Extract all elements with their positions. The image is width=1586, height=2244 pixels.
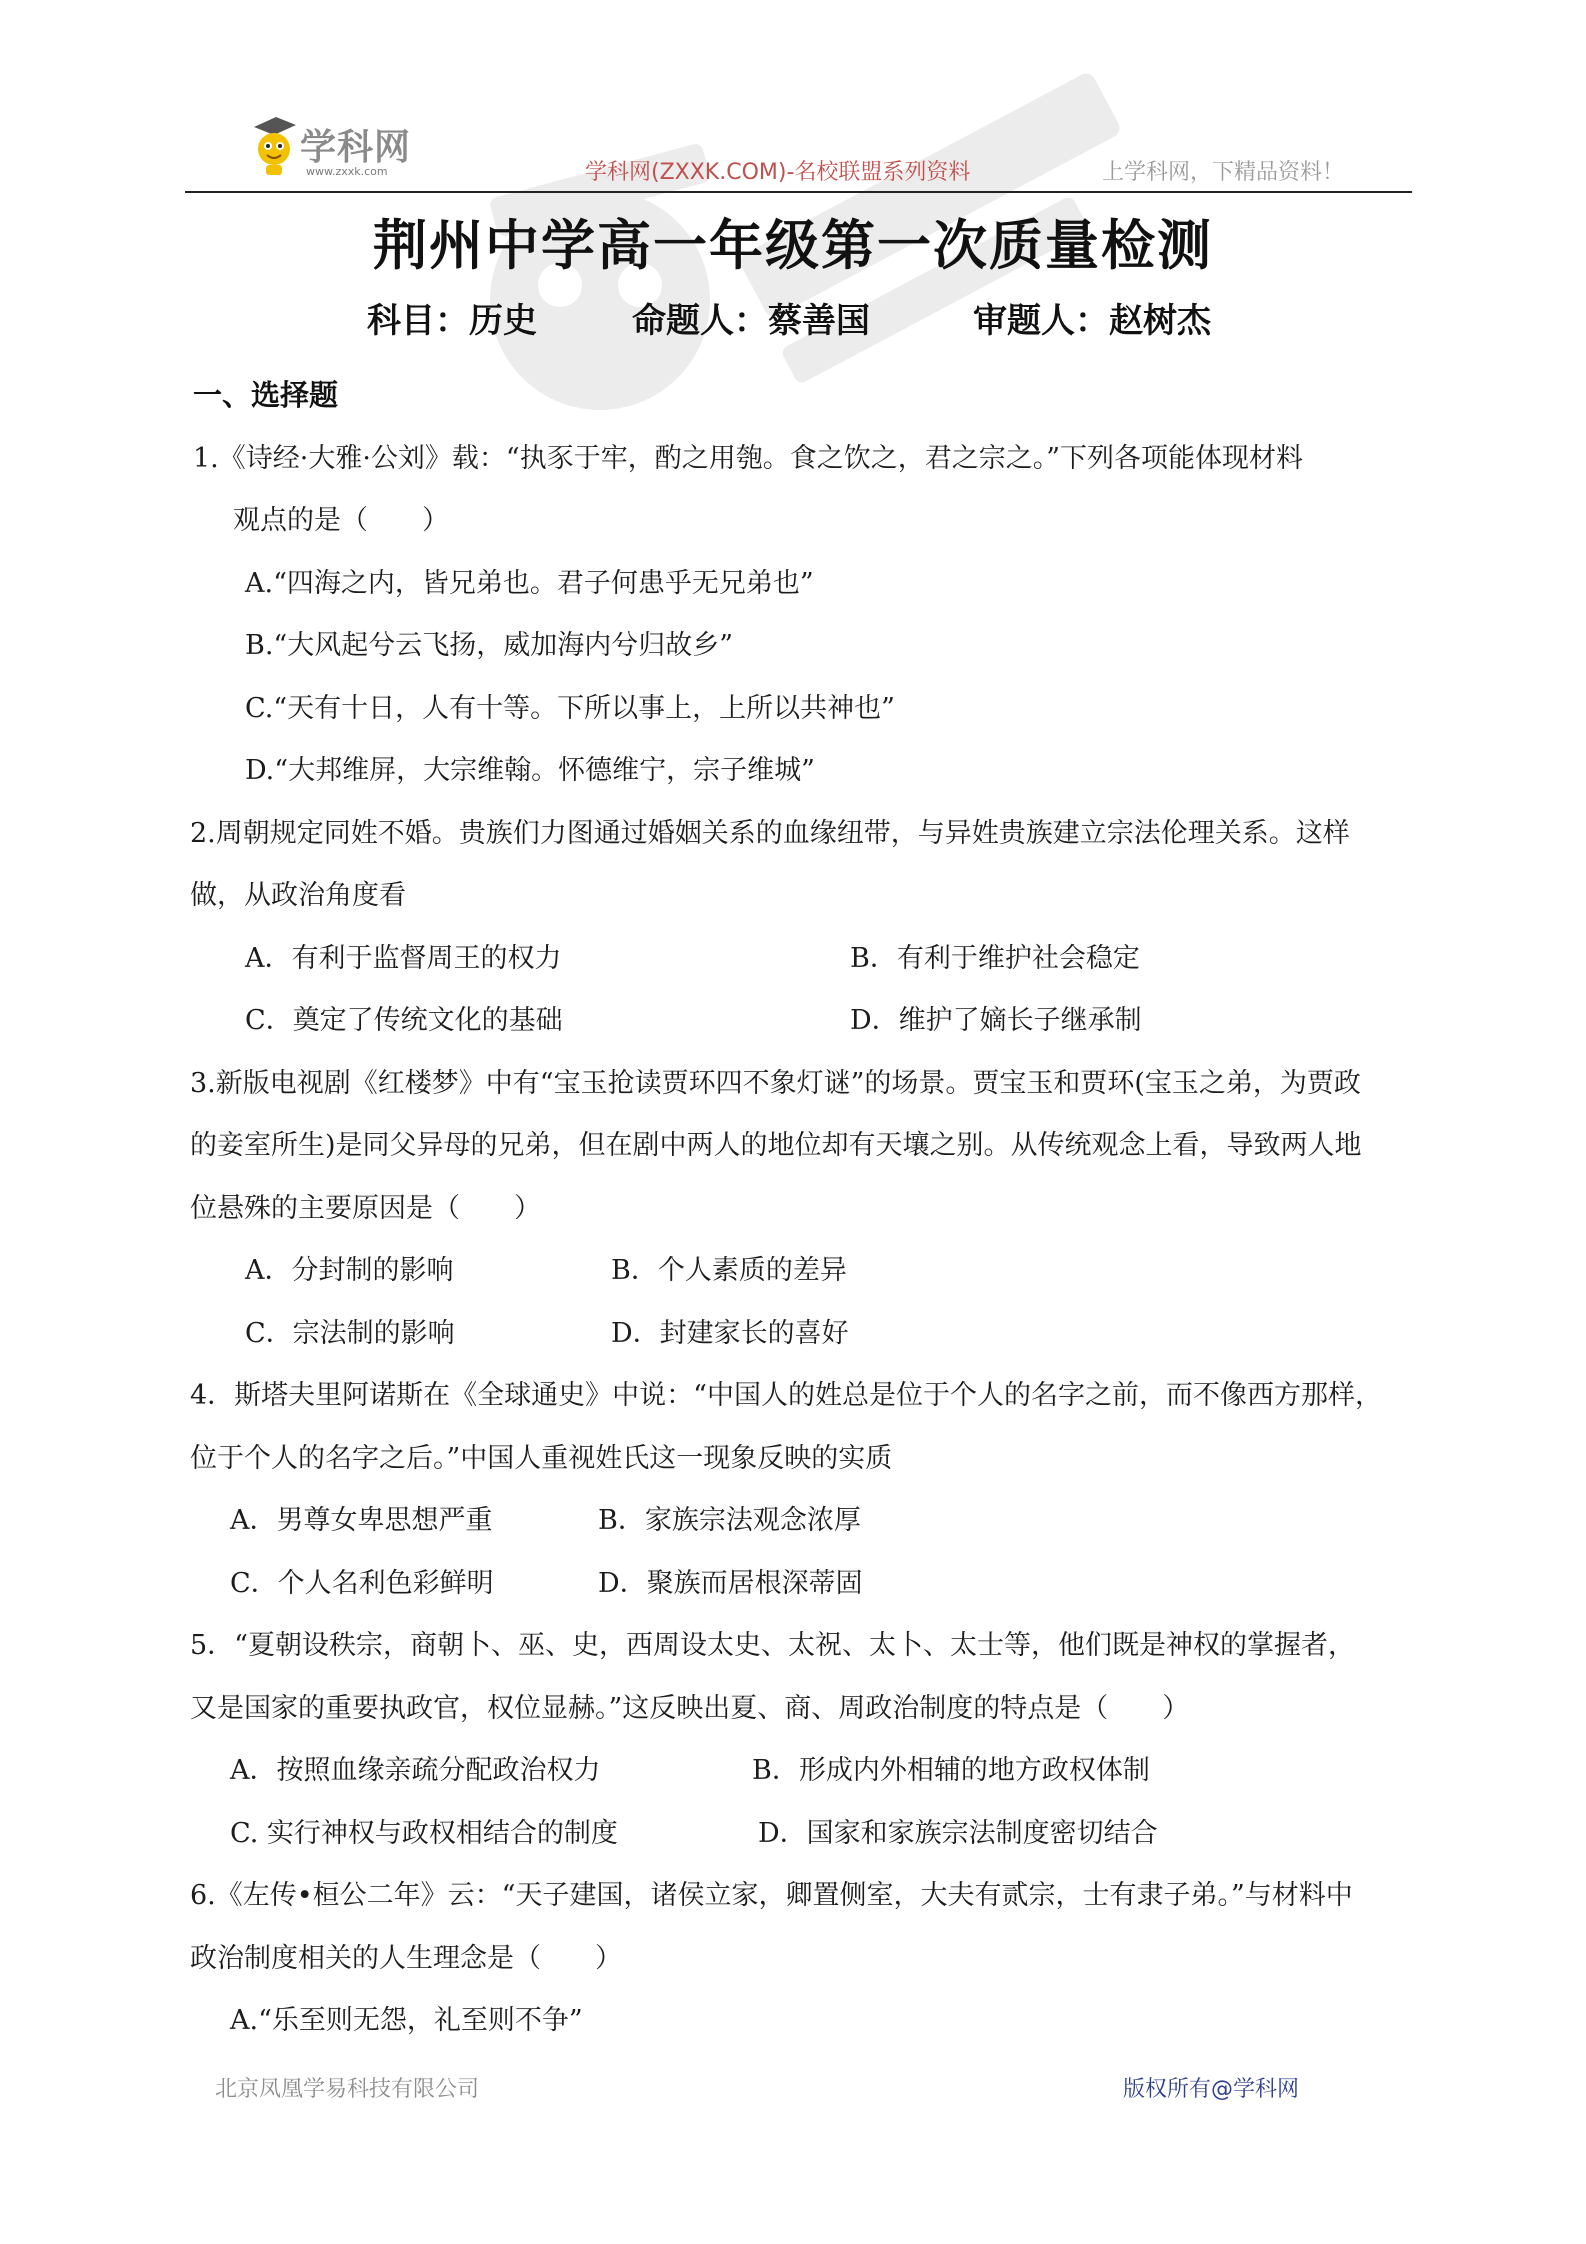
question-5-option-a: A．按照血缘亲疏分配政治权力 (230, 1755, 601, 1786)
question-5-stem-line-1: 5．“夏朝设秩宗，商朝卜、巫、史，西周设太史、太祝、太卜、太士等，他们既是神权的掌握者， (190, 1630, 1355, 1661)
question-1-option-a: A.“四海之内，皆兄弟也。君子何患乎无兄弟也” (245, 568, 814, 599)
question-6-stem-line-2: 政治制度相关的人生理念是（ ） (190, 1943, 622, 1974)
question-2-option-a: A．有利于监督周王的权力 (245, 943, 562, 974)
mascot-icon (250, 115, 298, 177)
question-3-option-c: C．宗法制的影响 (245, 1318, 455, 1349)
header-right-text: 上学科网，下精品资料！ (1102, 160, 1345, 185)
question-3-option-d: D．封建家长的喜好 (611, 1318, 849, 1349)
author-label: 命题人：蔡善国 (632, 301, 870, 341)
question-2-stem-line-1: 2.周朝规定同姓不婚。贵族们力图通过婚姻关系的血缘纽带，与异姓贵族建立宗法伦理关系。这样 (190, 818, 1350, 849)
question-3-stem-line-3: 位悬殊的主要原因是（ ） (190, 1193, 541, 1224)
footer-copyright: 版权所有@学科网 (1123, 2077, 1300, 2102)
question-6-option-a: A.“乐至则无怨，礼至则不争” (230, 2005, 583, 2036)
question-3-option-b: B．个人素质的差异 (611, 1255, 847, 1286)
question-1-option-c: C.“天有十日，人有十等。下所以事上，上所以共神也” (245, 693, 895, 724)
header-divider (185, 191, 1412, 193)
question-1-stem-line-2: 观点的是（ ） (233, 505, 449, 536)
question-5-stem-line-2: 又是国家的重要执政官，权位显赫。”这反映出夏、商、周政治制度的特点是（ ） (190, 1693, 1190, 1724)
question-5-option-d: D．国家和家族宗法制度密切结合 (758, 1818, 1158, 1849)
question-5-option-b: B．形成内外相辅的地方政权体制 (752, 1755, 1150, 1786)
question-2-option-d: D．维护了嫡长子继承制 (850, 1005, 1142, 1036)
site-logo (250, 115, 440, 185)
logo-url: www.zxxk.com (306, 165, 388, 178)
question-3-stem-line-1: 3.新版电视剧《红楼梦》中有“宝玉抢读贾环四不象灯谜”的场景。贾宝玉和贾环(宝玉之弟，为贾政 (190, 1068, 1361, 1099)
question-1-option-b: B.“大风起兮云飞扬，威加海内兮归故乡” (245, 630, 734, 661)
page-title: 荆州中学高一年级第一次质量检测 (373, 214, 1213, 277)
question-2-option-b: B．有利于维护社会稳定 (850, 943, 1140, 974)
section-title: 一、选择题 (193, 378, 339, 412)
question-4-option-d: D．聚族而居根深蒂固 (598, 1568, 863, 1599)
question-3-stem-line-2: 的妾室所生)是同父异母的兄弟，但在剧中两人的地位却有天壤之别。从传统观念上看，导致两人地 (190, 1130, 1362, 1161)
footer-company: 北京凤凰学易科技有限公司 (215, 2077, 480, 2102)
question-3-option-a: A．分封制的影响 (245, 1255, 454, 1286)
question-1-stem-line-1: 1.《诗经·大雅·公刘》载：“执豕于牢，酌之用匏。食之饮之，君之宗之。”下列各项能体现材料 (193, 443, 1304, 474)
logo-text: 学科网 (300, 127, 412, 168)
question-4-option-a: A．男尊女卑思想严重 (230, 1505, 493, 1536)
question-4-option-b: B．家族宗法观念浓厚 (598, 1505, 861, 1536)
question-6-stem-line-1: 6.《左传•桓公二年》云：“天子建国，诸侯立家，卿置侧室，大夫有贰宗，士有隶子弟。”与材料中 (190, 1880, 1353, 1911)
subject-label: 科目：历史 (367, 301, 537, 341)
header-center-text: 学科网(ZXXK.COM)-名校联盟系列资料 (585, 160, 971, 185)
question-2-stem-line-2: 做，从政治角度看 (190, 880, 406, 911)
question-4-stem-line-2: 位于个人的名字之后。”中国人重视姓氏这一现象反映的实质 (190, 1443, 893, 1474)
question-4-option-c: C．个人名利色彩鲜明 (230, 1568, 494, 1599)
reviewer-label: 审题人：赵树杰 (973, 301, 1211, 341)
question-5-option-c: C. 实行神权与政权相结合的制度 (230, 1818, 618, 1849)
question-4-stem-line-1: 4．斯塔夫里阿诺斯在《全球通史》中说：“中国人的姓总是位于个人的名字之前，而不像西方那样， (190, 1380, 1382, 1411)
question-2-option-c: C．奠定了传统文化的基础 (245, 1005, 563, 1036)
question-1-option-d: D.“大邦维屏，大宗维翰。怀德维宁，宗子维城” (245, 755, 815, 786)
